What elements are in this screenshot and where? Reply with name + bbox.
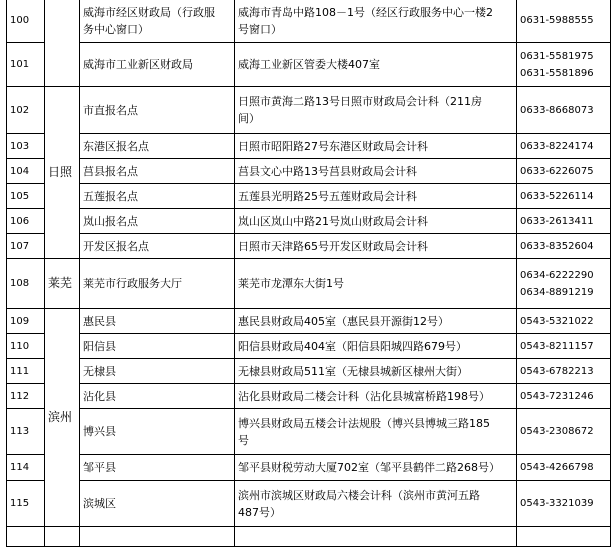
- row-number: 108: [7, 259, 45, 309]
- phone: 0543-5321022: [517, 309, 611, 334]
- row-number: 110: [7, 334, 45, 359]
- location-name: 五莲报名点: [80, 184, 235, 209]
- row-number: 115: [7, 481, 45, 527]
- address: 日照市昭阳路27号东港区财政局会计科: [235, 134, 517, 159]
- table-row: [7, 134, 611, 159]
- address: 沾化县财政局二楼会计科（沾化县城富桥路198号）: [235, 384, 517, 409]
- location-name: 沾化县: [80, 384, 235, 409]
- region-cell-empty: [45, 0, 80, 87]
- phone: 0631-5988555: [517, 0, 611, 43]
- region-cell: 日照: [45, 87, 80, 259]
- phone: 0633-8224174: [517, 134, 611, 159]
- row-number: 112: [7, 384, 45, 409]
- table-row: [7, 0, 611, 43]
- address: 莱芜市龙潭东大街1号: [235, 259, 517, 309]
- phone: 0543-8211157: [517, 334, 611, 359]
- phone: 0543-7231246: [517, 384, 611, 409]
- phone: 0543-6782213: [517, 359, 611, 384]
- table-row: [7, 384, 611, 409]
- address: 莒县文心中路13号莒县财政局会计科: [235, 159, 517, 184]
- location-name: 威海市工业新区财政局: [80, 43, 235, 87]
- location-name: 无棣县: [80, 359, 235, 384]
- address: 日照市天津路65号开发区财政局会计科: [235, 234, 517, 259]
- phone: 0631-5581975 0631-5581896: [517, 43, 611, 87]
- row-number: 109: [7, 309, 45, 334]
- table-row: [7, 234, 611, 259]
- address: 五莲县光明路25号五莲财政局会计科: [235, 184, 517, 209]
- row-number: 104: [7, 159, 45, 184]
- phone: 0543-4266798: [517, 455, 611, 481]
- row-number: 107: [7, 234, 45, 259]
- table-row: [7, 184, 611, 209]
- row-number: 106: [7, 209, 45, 234]
- location-name: 莱芜市行政服务大厅: [80, 259, 235, 309]
- row-number: 100: [7, 0, 45, 43]
- exam-registration-table: [6, 0, 611, 547]
- region-cell: 滨州: [45, 309, 80, 527]
- location-name: 市直报名点: [80, 87, 235, 134]
- phone: 0633-2613411: [517, 209, 611, 234]
- table-row: [7, 409, 611, 455]
- location-name: 滨城区: [80, 481, 235, 527]
- row-number: 114: [7, 455, 45, 481]
- region-cell: 莱芜: [45, 259, 80, 309]
- row-number: 105: [7, 184, 45, 209]
- table-row: [7, 209, 611, 234]
- location-name: 威海市经区财政局（行政服 务中心窗口）: [80, 0, 235, 43]
- location-name: 岚山报名点: [80, 209, 235, 234]
- phone: 0633-8352604: [517, 234, 611, 259]
- table-row: [7, 159, 611, 184]
- table-row: [7, 43, 611, 87]
- address: 惠民县财政局405室（惠民县开源街12号）: [235, 309, 517, 334]
- row-number: 103: [7, 134, 45, 159]
- phone: 0634-6222290 0634-8891219: [517, 259, 611, 309]
- phone: 0633-5226114: [517, 184, 611, 209]
- table-row: [7, 309, 611, 334]
- location-name: 邹平县: [80, 455, 235, 481]
- row-number: 113: [7, 409, 45, 455]
- table-row: [7, 359, 611, 384]
- table-row: [7, 455, 611, 481]
- address: 威海工业新区管委大楼407室: [235, 43, 517, 87]
- address: 邹平县财税劳动大厦702室（邹平县鹤伴二路268号）: [235, 455, 517, 481]
- table-row: [7, 334, 611, 359]
- location-name: 博兴县: [80, 409, 235, 455]
- phone: 0543-3321039: [517, 481, 611, 527]
- table-row: [7, 481, 611, 527]
- address: 日照市黄海二路13号日照市财政局会计科（211房 间）: [235, 87, 517, 134]
- address: 阳信县财政局404室（阳信县阳城四路679号）: [235, 334, 517, 359]
- row-number: 111: [7, 359, 45, 384]
- address: 博兴县财政局五楼会计法规股（博兴县博城三路185 号: [235, 409, 517, 455]
- location-name: 莒县报名点: [80, 159, 235, 184]
- table-row-partial: [7, 527, 611, 547]
- address: 威海市青岛中路108－1号（经区行政服务中心一楼2 号窗口）: [235, 0, 517, 43]
- phone: 0543-2308672: [517, 409, 611, 455]
- address: 滨州市滨城区财政局六楼会计科（滨州市黄河五路 487号）: [235, 481, 517, 527]
- phone: 0633-8668073: [517, 87, 611, 134]
- table-row: [7, 259, 611, 309]
- location-name: 开发区报名点: [80, 234, 235, 259]
- location-name: 惠民县: [80, 309, 235, 334]
- table-row: [7, 87, 611, 134]
- location-name: 阳信县: [80, 334, 235, 359]
- location-name: 东港区报名点: [80, 134, 235, 159]
- phone: 0633-6226075: [517, 159, 611, 184]
- row-number: 101: [7, 43, 45, 87]
- address: 无棣县财政局511室（无棣县城新区棣州大街）: [235, 359, 517, 384]
- row-number: 102: [7, 87, 45, 134]
- address: 岚山区岚山中路21号岚山财政局会计科: [235, 209, 517, 234]
